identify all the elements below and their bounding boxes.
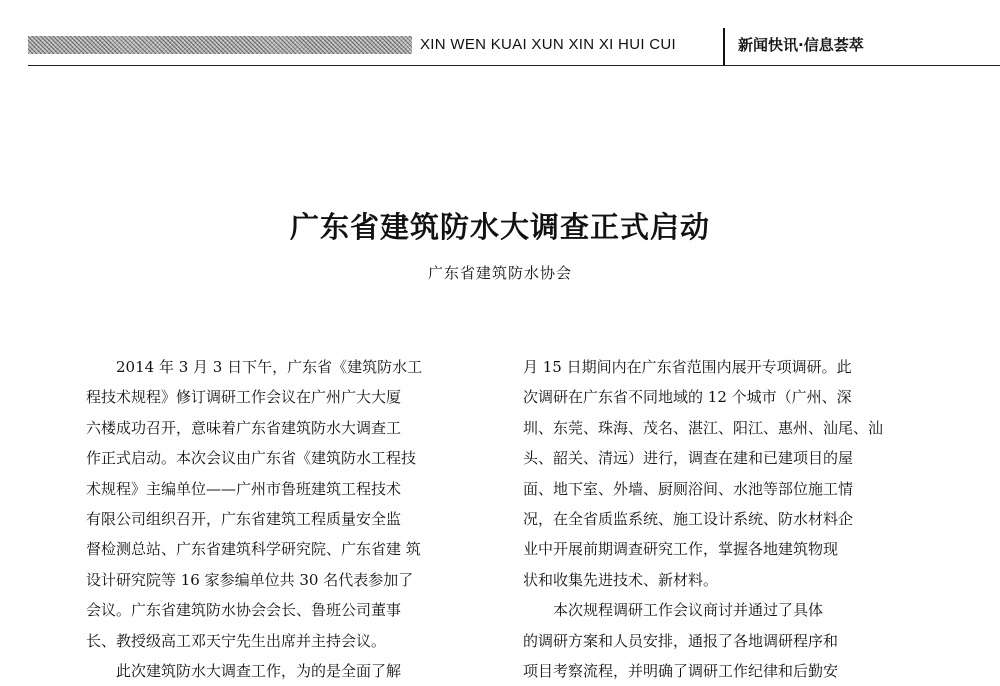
text-line: 业中开展前期调查研究工作，掌握各地建筑物现 <box>523 540 839 559</box>
text-line: 状和收集先进技术、新材料。 <box>523 570 719 589</box>
text-line: 督检测总站、广东省建筑科学研究院、广东省建 筑 <box>86 540 421 559</box>
text-line: 此次建筑防水大调查工作，为的是全面了解 <box>116 661 402 680</box>
text-line: 次调研在广东省不同地域的 12 个城市（广州、深 <box>523 388 852 407</box>
header-divider <box>723 28 725 66</box>
article-column-right <box>523 352 905 686</box>
text-line: 头、韶关、清远）进行，调查在建和已建项目的屋 <box>523 449 854 468</box>
text-line: 的调研方案和人员安排，通报了各地调研程序和 <box>523 631 839 650</box>
header-section-title: 新闻快讯·信息荟萃 <box>738 36 864 54</box>
text-line: 长、教授级高工邓天宁先生出席并主持会议。 <box>86 631 387 650</box>
text-line: 会议。广东省建筑防水协会会长、鲁班公司董事 <box>86 601 402 620</box>
text-line: 六楼成功召开，意味着广东省建筑防水大调查工 <box>86 418 402 437</box>
header-pinyin-title: XIN WEN KUAI XUN XIN XI HUI CUI <box>420 36 676 53</box>
header-texture-bar <box>28 36 412 54</box>
text-line: 况，在全省质监系统、施工设计系统、防水材料企 <box>523 509 854 528</box>
text-line: 设计研究院等 16 家参编单位共 30 名代表参加了 <box>86 570 414 589</box>
text-line: 2014 年 3 月 3 日下午，广东省《建筑防水工 <box>116 358 423 376</box>
article-title: 广东省建筑防水大调查正式启动 <box>289 210 710 245</box>
text-line: 面、地下室、外墙、厨厕浴间、水池等部位施工情 <box>523 479 854 498</box>
text-line: 作正式启动。本次会议由广东省《建筑防水工程技 <box>86 449 417 468</box>
text-line: 月 15 日期间内在广东省范围内展开专项调研。此 <box>523 358 852 376</box>
text-line: 程技术规程》修订调研工作会议在广州广大大厦 <box>86 388 402 407</box>
text-line: 有限公司组织召开，广东省建筑工程质量安全监 <box>86 509 402 528</box>
text-line: 本次规程调研工作会议商讨并通过了具体 <box>553 601 824 620</box>
article-column-left <box>86 352 466 686</box>
text-line: 圳、东莞、珠海、茂名、湛江、阳江、惠州、汕尾、汕 <box>523 418 884 437</box>
text-line: 项目考察流程，并明确了调研工作纪律和后勤安 <box>523 661 839 680</box>
article-author: 广东省建筑防水协会 <box>427 264 572 282</box>
text-line: 术规程》主编单位——广州市鲁班建筑工程技术 <box>86 479 402 498</box>
header-rule <box>28 65 1000 66</box>
